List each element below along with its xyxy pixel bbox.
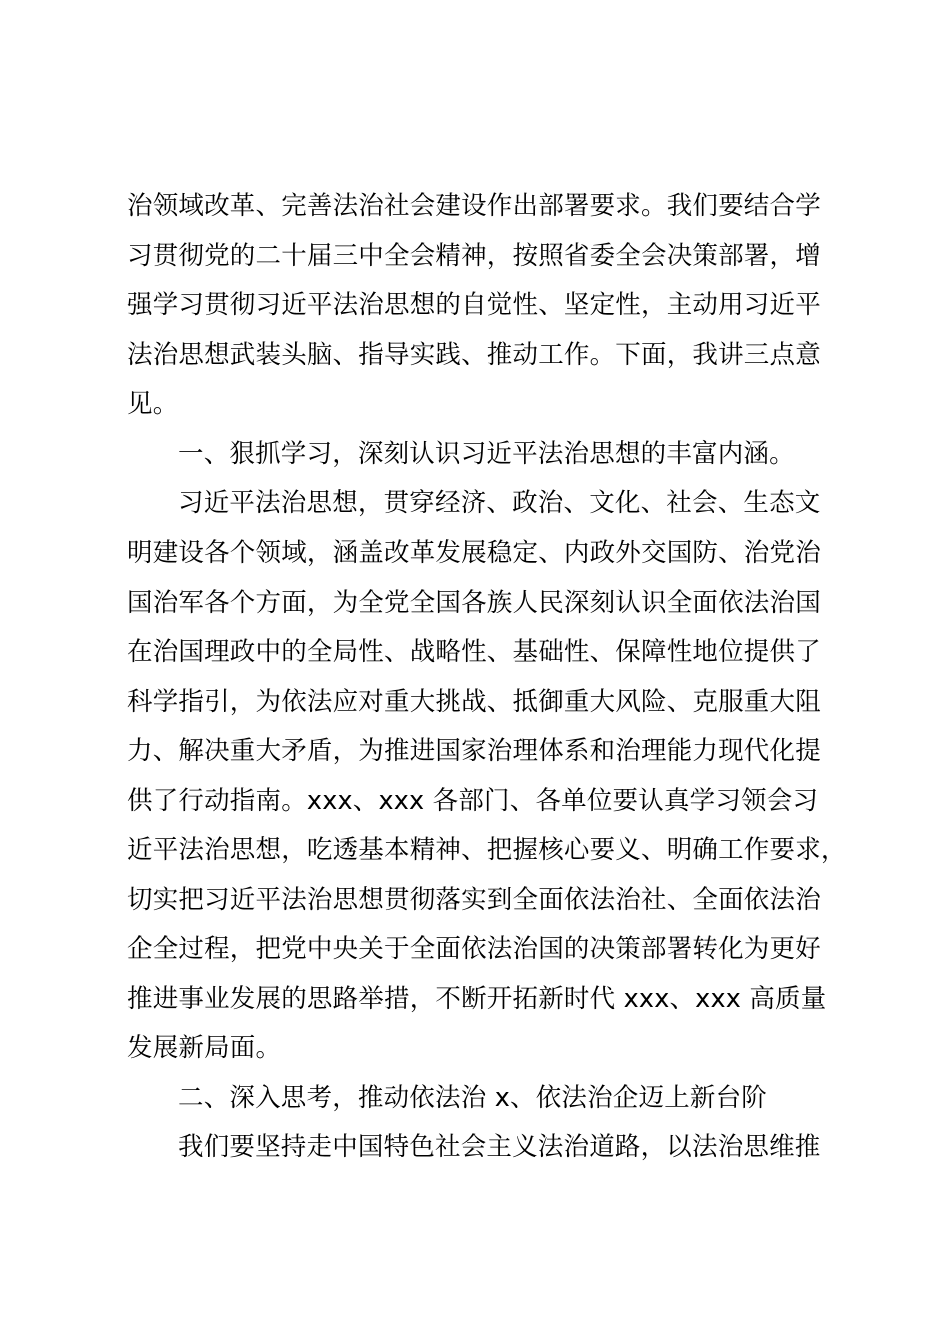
text-line: 力、解决重大矛盾，为推进国家治理体系和治理能力现代化提	[127, 736, 821, 766]
text-line: 强学习贯彻习近平法治思想的自觉性、坚定性，主动用习近平	[127, 290, 821, 320]
section-heading-2: 二、深入思考，推动依法治 x、依法治企迈上新台阶	[178, 1083, 767, 1113]
text-line: 供了行动指南。xxx、xxx 各部门、各单位要认真学习领会习	[127, 786, 819, 816]
text-line: 在治国理政中的全局性、战略性、基础性、保障性地位提供了	[127, 637, 821, 667]
text-line: 推进事业发展的思路举措，不断开拓新时代 xxx、xxx 高质量	[127, 984, 827, 1014]
text-line: 明建设各个领域，涵盖改革发展稳定、内政外交国防、治党治	[127, 538, 821, 568]
text-line: 法治思想武装头脑、指导实践、推动工作。下面，我讲三点意	[127, 340, 821, 370]
text-line: 近平法治思想，吃透基本精神、把握核心要义、明确工作要求，	[127, 835, 847, 865]
text-line: 切实把习近平法治思想贯彻落实到全面依法治社、全面依法治	[127, 885, 821, 915]
text-line: 发展新局面。	[127, 1033, 282, 1063]
text-line: 企全过程，把党中央关于全面依法治国的决策部署转化为更好	[127, 934, 821, 964]
text-line: 我们要坚持走中国特色社会主义法治道路，以法治思维推	[178, 1132, 821, 1162]
text-line: 科学指引，为依法应对重大挑战、抵御重大风险、克服重大阻	[127, 687, 821, 717]
text-line: 国治军各个方面，为全党全国各族人民深刻认识全面依法治国	[127, 588, 821, 618]
text-line: 治领域改革、完善法治社会建设作出部署要求。我们要结合学	[127, 191, 821, 221]
section-heading-1: 一、狠抓学习，深刻认识习近平法治思想的丰富内涵。	[178, 439, 795, 469]
text-line: 见。	[127, 389, 179, 419]
text-line: 习贯彻党的二十届三中全会精神，按照省委全会决策部署，增	[127, 241, 821, 271]
text-line: 习近平法治思想，贯穿经济、政治、文化、社会、生态文	[178, 488, 821, 518]
